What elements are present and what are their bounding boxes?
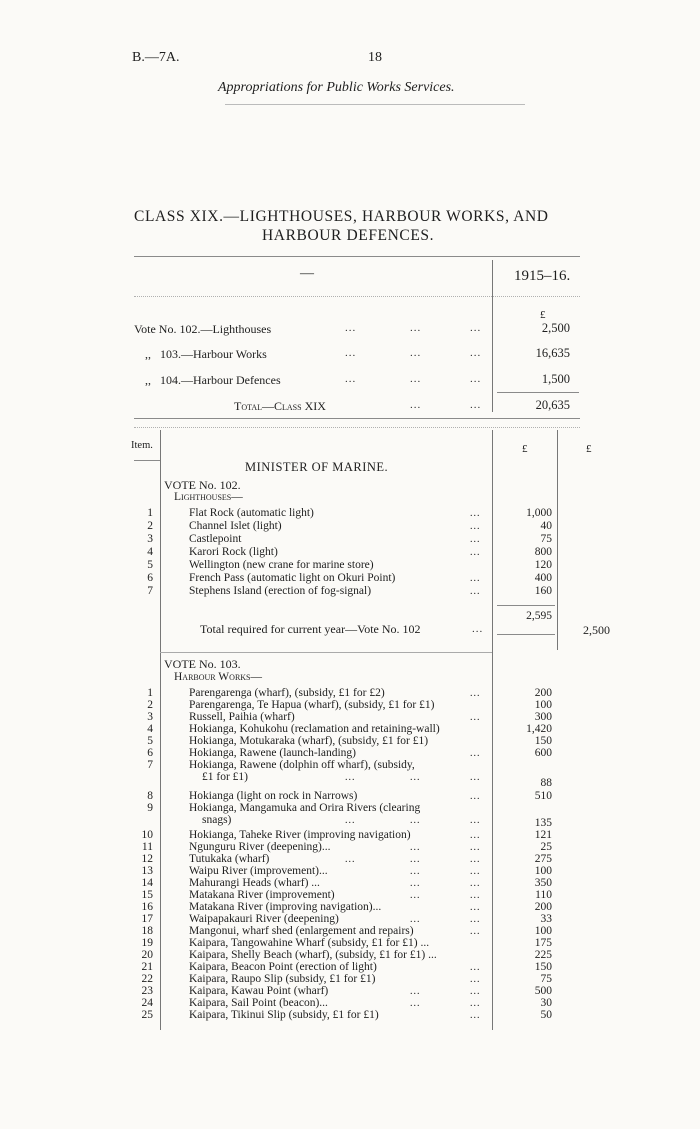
dot-leader: ... [410,998,421,1009]
item-number: 5 [147,735,153,747]
item-description: Mahurangi Heads (wharf) ... [189,877,320,889]
summary-bottom-rule [134,418,580,419]
item-amount: 33 [540,913,552,925]
item-number: 12 [141,853,153,865]
dot-leader: ... [410,842,421,853]
item-number: 24 [141,997,153,1009]
item-amount: 50 [540,1009,552,1021]
running-title: Appropriations for Public Works Services. [218,80,455,95]
item-number: 23 [141,985,153,997]
item-number: 6 [147,572,153,584]
summary-row-label: ,, 103.—Harbour Works [145,347,267,361]
list-item [0,1009,700,1022]
item-amount: 1,420 [526,723,552,735]
item-number: 15 [141,889,153,901]
dot-leader: ... [410,373,422,385]
item-number: 7 [147,759,153,771]
item-amount: 121 [534,829,552,841]
dot-leader: ... [472,623,484,635]
list-item [0,572,700,585]
item-description: Hokianga, Motukaraka (wharf), (subsidy, £1 for £1) [189,735,429,747]
item-description: Ngunguru River (deepening)... [189,841,331,853]
dot-leader: ... [470,878,481,889]
item-number: 1 [147,507,153,519]
item-amount: 600 [534,747,552,759]
summary-total-label: Total—Class XIX [234,399,326,413]
item-number: 25 [141,1009,153,1021]
dot-leader: ... [470,890,481,901]
dot-leader: ... [470,902,481,913]
item-number: 3 [147,533,153,545]
vote-103-subtitle: Harbour Works— [174,671,263,683]
item-number: 13 [141,865,153,877]
dot-leader: ... [345,772,356,783]
summary-row-label: Vote No. 102.—Lighthouses [134,322,272,336]
list-item [0,520,700,533]
dot-leader: ... [470,534,481,545]
dot-leader: ... [345,373,357,385]
summary-currency: £ [540,309,546,321]
item-number: 7 [147,585,153,597]
dot-leader: ... [470,926,481,937]
item-amount: 100 [534,865,552,877]
vote-separator-rule [160,652,492,653]
vote-102-subtotal: 2,595 [526,610,552,622]
vote-102-subtotal-rule [497,605,555,606]
item-number: 22 [141,973,153,985]
dot-leader: ... [470,791,481,802]
item-description: Hokianga, Kohukohu (reclamation and retaining-wall) [189,723,440,735]
item-description: Karori Rock (light) [189,546,278,558]
item-description-continued: £1 for £1) [202,771,248,783]
item-description: Kaipara, Shelly Beach (wharf), (subsidy, £1 for £1) ... [189,949,437,961]
vote-102-total-rule [497,634,555,635]
item-description: Kaipara, Kawau Point (wharf) [189,985,329,997]
item-description: Russell, Paihia (wharf) [189,711,295,723]
item-description: Channel Islet (light) [189,520,282,532]
item-number: 6 [147,747,153,759]
item-description: Kaipara, Tikinui Slip (subsidy, £1 for £1) [189,1009,379,1021]
class-title-line1: CLASS XIX.—LIGHTHOUSES, HARBOUR WORKS, AND [134,208,549,225]
item-description: French Pass (automatic light on Okuri Point) [189,572,396,584]
dot-leader: ... [470,373,482,385]
list-item [0,559,700,572]
item-amount: 75 [540,533,552,545]
item-amount: 100 [534,925,552,937]
dot-leader: ... [470,998,481,1009]
dot-leader: ... [470,830,481,841]
summary-col-divider [492,260,493,412]
dot-leader: ... [470,842,481,853]
dot-leader: ... [410,986,421,997]
item-description: Kaipara, Raupo Slip (subsidy, £1 for £1) [189,973,376,985]
summary-header-rule [134,296,580,297]
dot-leader: ... [470,586,481,597]
amount-only-row [0,777,700,790]
item-amount: 75 [540,973,552,985]
item-amount: 200 [534,901,552,913]
item-number: 11 [141,841,153,853]
item-description: Matakana River (improving navigation)... [189,901,382,913]
item-description: Castlepoint [189,533,242,545]
item-amount: 200 [534,687,552,699]
dot-leader: ... [470,974,481,985]
dot-leader: ... [410,347,422,359]
header-rule [225,104,525,105]
dot-leader: ... [345,347,357,359]
item-amount: 400 [534,572,552,584]
vote-102-total-amount: 2,500 [583,623,610,637]
list-item [0,585,700,598]
item-amount: 350 [534,877,552,889]
dot-leader: ... [410,854,421,865]
dot-leader: ... [470,772,481,783]
dot-leader: ... [345,815,356,826]
item-number: 10 [141,829,153,841]
item-amount: 175 [534,937,552,949]
vote-103-title: VOTE No. 103. [164,657,241,671]
item-description: Matakana River (improvement) [189,889,335,901]
item-number: 1 [147,687,153,699]
list-item [0,507,700,520]
class-title-line2: HARBOUR DEFENCES. [262,227,435,244]
minister-heading: MINISTER OF MARINE. [245,460,389,474]
list-item [0,533,700,546]
item-description: Hokianga, Taheke River (improving navigation) [189,829,411,841]
dot-leader: ... [410,322,422,334]
dot-leader: ... [470,521,481,532]
item-number: 2 [147,699,153,711]
page-number: 18 [368,50,382,65]
item-description: Kaipara, Tangowahine Wharf (subsidy, £1 for £1) ... [189,937,430,949]
item-amount: 40 [540,520,552,532]
title-rule [134,256,580,257]
item-number: 14 [141,877,153,889]
dot-leader: ... [470,986,481,997]
item-amount: 225 [534,949,552,961]
item-number: 5 [147,559,153,571]
summary-bottom-rule-2 [134,427,580,428]
item-amount: 25 [540,841,552,853]
item-amount: 1,000 [526,507,552,519]
item-amount: 800 [534,546,552,558]
item-description: Hokianga, Rawene (dolphin off wharf), (subsidy, [189,759,415,771]
dot-leader: ... [470,547,481,558]
item-amount: 135 [534,817,552,829]
dot-leader: ... [470,962,481,973]
total-column-currency: £ [586,443,592,455]
item-number: 2 [147,520,153,532]
dot-leader: ... [470,712,481,723]
vote-102-title: VOTE No. 102. [164,478,241,492]
item-number: 4 [147,723,153,735]
dot-leader: ... [470,399,482,411]
summary-total-amount: 20,635 [535,398,570,412]
list-item [0,546,700,559]
item-amount: 150 [534,961,552,973]
dot-leader: ... [470,508,481,519]
item-number: 20 [141,949,153,961]
summary-row-amount: 16,635 [535,346,570,360]
item-number: 16 [141,901,153,913]
dot-leader: ... [410,815,421,826]
item-amount: 500 [534,985,552,997]
item-number: 19 [141,937,153,949]
summary-row-amount: 1,500 [541,372,570,386]
item-number: 3 [147,711,153,723]
dot-leader: ... [470,688,481,699]
item-amount: 510 [534,790,552,802]
item-description: Parengarenga, Te Hapua (wharf), (subsidy, £1 for £1) [189,699,435,711]
dot-leader: ... [470,1010,481,1021]
item-description: Parengarenga (wharf), (subsidy, £1 for £2) [189,687,385,699]
item-description: Hokianga, Mangamuka and Orira Rivers (clearing [189,802,421,814]
item-header-rule [134,460,160,461]
vote-102-subtitle: Lighthouses— [174,491,243,503]
item-amount: 160 [534,585,552,597]
dot-leader: ... [410,878,421,889]
summary-row-amount: 2,500 [541,321,570,335]
dot-leader: ... [470,815,481,826]
item-description-continued: snags) [202,814,232,826]
item-description: Stephens Island (erection of fog-signal) [189,585,372,597]
item-number: 9 [147,802,153,814]
amount-column-currency: £ [522,443,528,455]
item-amount: 275 [534,853,552,865]
dot-leader: ... [410,914,421,925]
item-description: Waipu River (improvement)... [189,865,328,877]
dot-leader: ... [470,866,481,877]
dot-leader: ... [470,854,481,865]
dot-leader: ... [345,322,357,334]
item-description: Hokianga (light on rock in Narrows) [189,790,358,802]
item-number: 8 [147,790,153,802]
item-description: Hokianga, Rawene (launch-landing) [189,747,357,759]
item-amount: 150 [534,735,552,747]
item-description: Kaipara, Sail Point (beacon)... [189,997,328,1009]
item-number: 18 [141,925,153,937]
item-description: Tutukaka (wharf) [189,853,270,865]
item-column-header: Item. [131,440,153,451]
item-amount: 300 [534,711,552,723]
item-description: Kaipara, Beacon Point (erection of light) [189,961,377,973]
item-description: Wellington (new crane for marine store) [189,559,374,571]
dot-leader: ... [470,347,482,359]
item-amount: 100 [534,699,552,711]
item-description: Waipapakauri River (deepening) [189,913,339,925]
dot-leader: ... [470,748,481,759]
item-number: 21 [141,961,153,973]
item-number: 4 [147,546,153,558]
item-number: 17 [141,913,153,925]
item-description: Flat Rock (automatic light) [189,507,314,519]
dot-leader: ... [410,866,421,877]
dot-leader: ... [410,890,421,901]
dot-leader: ... [470,573,481,584]
dot-leader: ... [345,854,356,865]
dot-leader: ... [410,399,422,411]
item-amount: 88 [540,777,552,789]
summary-total-rule [497,392,579,393]
summary-dash: — [300,266,314,281]
dot-leader: ... [470,914,481,925]
vote-102-total-label: Total required for current year—Vote No. 102 [200,622,421,636]
item-amount: 110 [535,889,552,901]
summary-row-label: ,, 104.—Harbour Defences [145,373,281,387]
dot-leader: ... [470,322,482,334]
item-description: Mangonui, wharf shed (enlargement and repairs) [189,925,414,937]
document-code: B.—7A. [132,50,180,65]
item-amount: 30 [540,997,552,1009]
dot-leader: ... [410,772,421,783]
summary-year-header: 1915–16. [514,268,571,284]
item-amount: 120 [534,559,552,571]
